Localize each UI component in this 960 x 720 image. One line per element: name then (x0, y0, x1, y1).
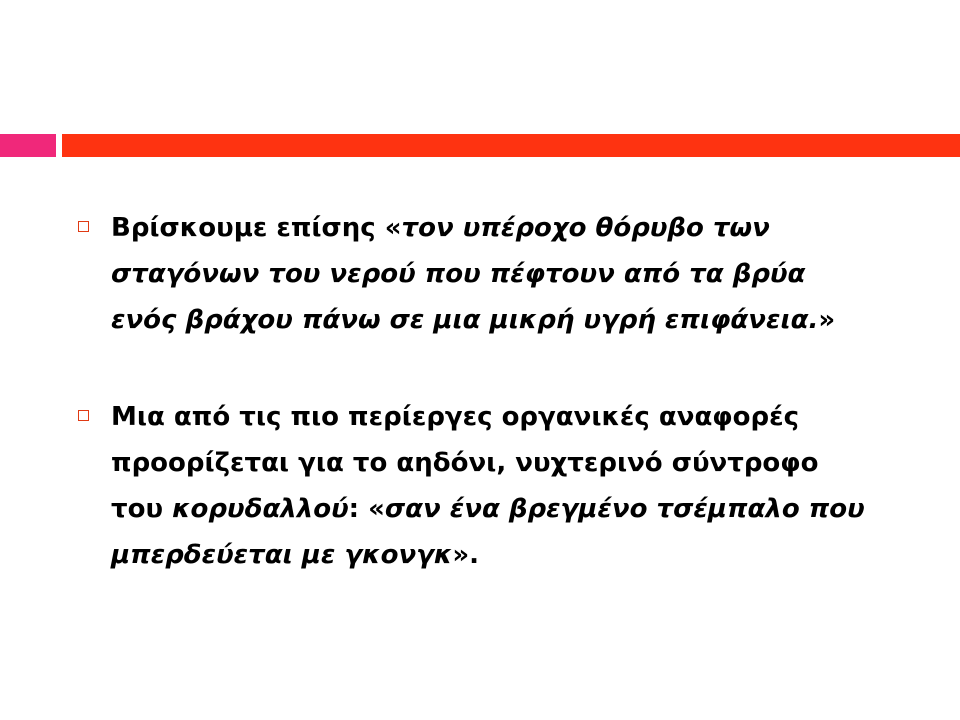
accent-bar-main (62, 134, 960, 157)
text-segment: » (818, 305, 836, 335)
bullet-text (111, 205, 878, 343)
hollow-square-bullet-icon (78, 410, 89, 421)
bullet-text (111, 394, 878, 578)
text-segment: Βρίσκουμε επίσης « (111, 213, 402, 243)
bullet-item (78, 394, 878, 578)
text-segment: Μια από τις πιο περίεργες οργανικές αναφορές προορίζεται για το αηδόνι, νυχτερινό σύντροφο του (111, 402, 819, 524)
hollow-square-bullet-icon (78, 221, 89, 232)
text-segment: ». (452, 540, 480, 570)
bullet-item (78, 205, 878, 343)
text-segment: : « (348, 494, 385, 524)
text-segment-italic: κορυδαλλού (172, 494, 349, 524)
bullet-list (78, 205, 878, 578)
text-segment-italic: σαν ένα βρεγμένο τσέμπαλο που μπερδεύεται με γκονγκ (111, 494, 865, 570)
text-segment-italic: τον υπέροχο θόρυβο των σταγόνων του νερού που πέφτουν από τα βρύα ενός βράχου πάνω σε μια μικρή υγρή επιφάνεια. (111, 213, 819, 335)
accent-bar-left (0, 134, 56, 157)
